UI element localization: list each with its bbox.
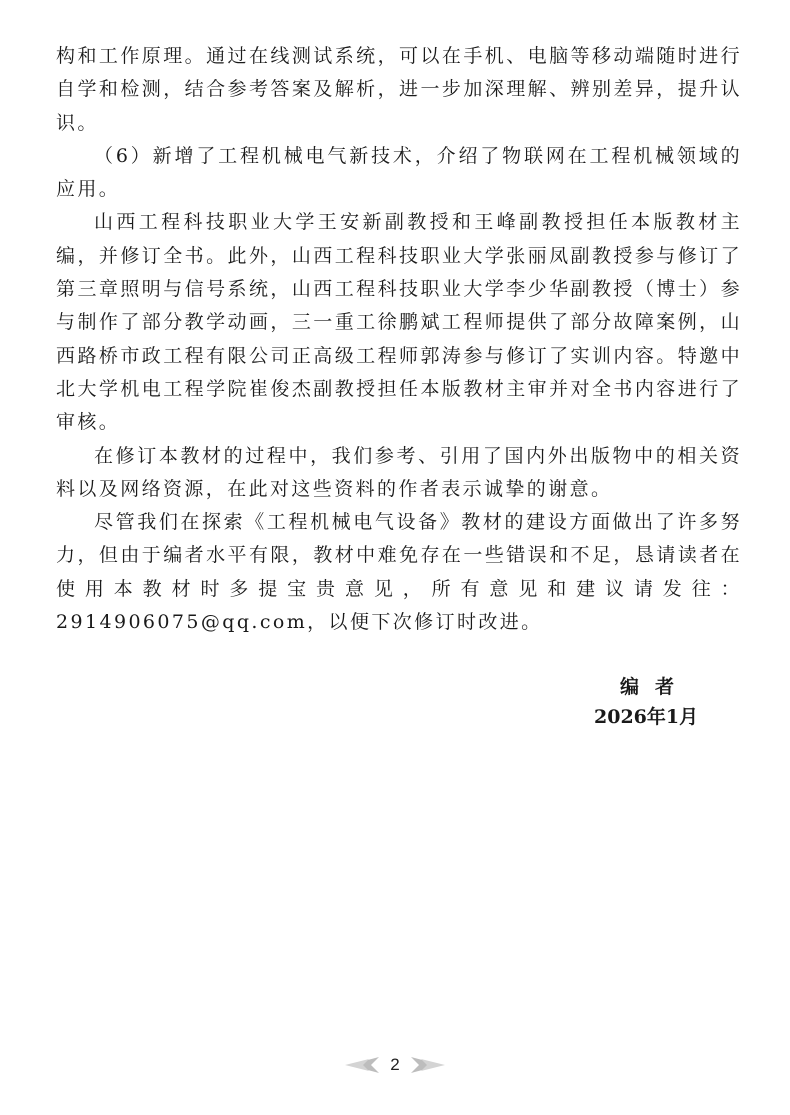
paragraph-continuation: 构和工作原理。通过在线测试系统，可以在手机、电脑等移动端随时进行自学和检测，结合参考答案及解析，进一步加深理解、辨别差异，提升认识。: [56, 45, 742, 134]
paragraph-acknowledgement: 在修订本教材的过程中，我们参考、引用了国内外出版物中的相关资料以及网络资源，在此对这些资料的作者表示诚挚的谢意。: [56, 444, 742, 500]
document-body: [56, 40, 742, 639]
signature-date: 2026年1月: [594, 706, 699, 728]
paragraph-feedback: 尽管我们在探索《工程机械电气设备》教材的建设方面做出了许多努力，但由于编者水平有限，教材中难免存在一些错误和不足，恳请读者在使用本教材时多提宝贵意见，所有意见和建议请发往：2914906075@qq.com，以便下次修订时改进。: [56, 511, 742, 634]
signature-author: 编者: [620, 676, 691, 698]
paragraph-authors: 山西工程科技职业大学王安新副教授和王峰副教授担任本版教材主编，并修订全书。此外，山西工程科技职业大学张丽凤副教授参与修订了第三章照明与信号系统，山西工程科技职业大学李少华副教授（博士）参与制作了部分教学动画，三一重工徐鹏斌工程师提供了部分故障案例，山西路桥市政工程有限公司正高级工程师郭涛参与修订了实训内容。特邀中北大学机电工程学院崔俊杰副教授担任本版教材主审并对全书内容进行了审核。: [56, 211, 742, 434]
page-footer: [0, 1050, 790, 1080]
page-number: 2: [390, 1055, 400, 1074]
paragraph-new-technology: （6）新增了工程机械电气新技术，介绍了物联网在工程机械领域的应用。: [56, 144, 742, 201]
page-number-ornament: [345, 1050, 445, 1080]
right-chevron-ornament-icon: [411, 1054, 445, 1076]
